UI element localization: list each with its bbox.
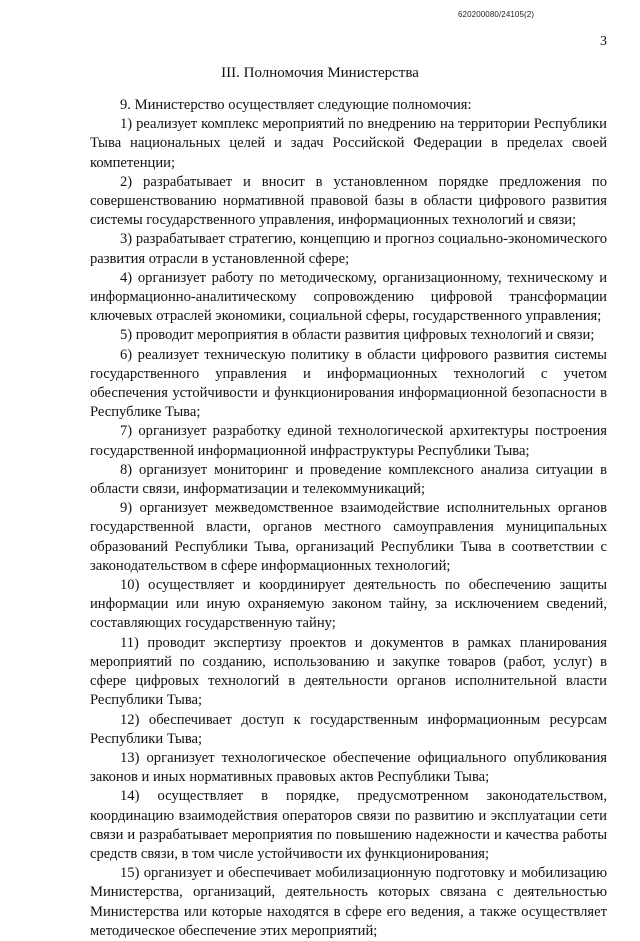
list-item-12: 12) обеспечивает доступ к государственным информационным ресурсам Республики Тыва;: [90, 711, 607, 747]
list-item-2: 2) разрабатывает и вносит в установленном порядке предложения по совершенствованию нормативной правовой базы в области цифрового развития системы государственного управления, информационных технологий и связи;: [90, 173, 607, 229]
document-code: 620200080/24105(2): [458, 10, 535, 19]
document-body: [90, 96, 607, 941]
list-item-3: 3) разрабатывает стратегию, концепцию и прогноз социально-экономического развития отрасли в установленной сфере;: [90, 231, 607, 267]
list-item-8: 8) организует мониторинг и проведение комплексного анализа ситуации в области связи, информатизации и телекоммуникаций;: [90, 461, 607, 498]
page-number: 3: [600, 34, 607, 49]
list-item-5: 5) проводит мероприятия в области развития цифровых технологий и связи;: [120, 327, 595, 344]
list-item-7: 7) организует разработку единой технологической архитектуры построения государственной информационной инфраструктуры Республики Тыва;: [90, 423, 607, 459]
list-item-15: 15) организует и обеспечивает мобилизационную подготовку и мобилизацию Министерства, организаций, деятельность которых связана с деятельностью Министерства или которые находятся в сфере его ведения, а также осуществляет методическое обеспечение этих мероприятий;: [90, 865, 607, 939]
list-item-14: 14) осуществляет в порядке, предусмотренном законодательством, координацию взаимодействия операторов связи по развитию и эксплуатации сети связи и разрабатывает мероприятия по повышению надежности и качества работы средств связи, в том числе устойчивости их функционирования;: [90, 788, 607, 862]
list-item-1: 1) реализует комплекс мероприятий по внедрению на территории Республики Тыва национальных целей и задач Российской Федерации в пределах своей компетенции;: [90, 116, 607, 171]
section-title: III. Полномочия Министерства: [221, 65, 419, 81]
list-item-10: 10) осуществляет и координирует деятельность по обеспечению защиты информации или иную охраняемую законом тайну, за исключением сведений, составляющих государственную тайну;: [90, 577, 607, 632]
list-item-4: 4) организует работу по методическому, организационному, техническому и информационно-аналитическому сопровождению цифровой трансформации ключевых отраслей экономики, социальной сферы, государственного управления;: [90, 269, 607, 325]
list-item-6: 6) реализует техническую политику в области цифрового развития системы государственного управления и информационных технологий с учетом обеспечения устойчивости и функционирования информационной безопасности в Республике Тыва;: [90, 346, 607, 421]
list-item-13: 13) организует технологическое обеспечение официального опубликования законов и иных нормативных правовых актов Республики Тыва;: [90, 749, 607, 786]
intro-paragraph: 9. Министерство осуществляет следующие полномочия:: [120, 97, 472, 113]
list-item-11: 11) проводит экспертизу проектов и документов в рамках планирования мероприятий по созданию, использованию и закупке товаров (работ, услуг) в сфере цифровых технологий в деятельности органов исполнительной власти Республики Тыва;: [90, 634, 607, 709]
list-item-9: 9) организует межведомственное взаимодействие исполнительных органов государственной власти, органов местного самоуправления муниципальных образований Республики Тыва, организаций Республики Тыва в соответствии с законодательством в сфере информационных технологий;: [90, 500, 607, 574]
